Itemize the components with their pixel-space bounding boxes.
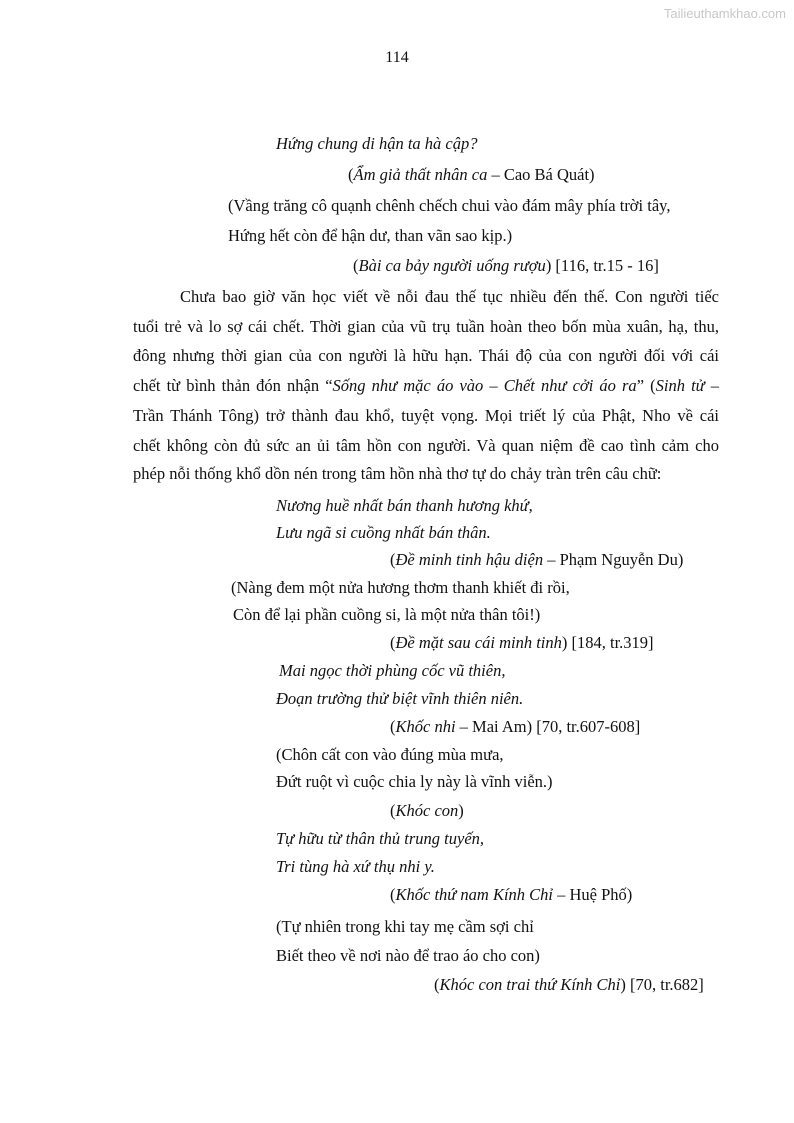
poem4-verse-1: Tự hữu từ thân thủ trung tuyến,: [276, 829, 485, 848]
poem1-verse: Hứng chung di hận ta hà cập?: [276, 134, 478, 153]
paragraph-line-4-b: ” (: [636, 376, 656, 395]
poem4-trans-ref: ) [70, tr.682]: [620, 975, 704, 994]
cited-work: Sinh tử: [655, 376, 705, 395]
page-number: 114: [385, 49, 409, 66]
poem3-translation-2: Đứt ruột vì cuộc chia ly này là vĩnh viễn.): [276, 772, 553, 791]
poem1-trans-ref: ) [116, tr.15 - 16]: [545, 256, 659, 275]
poem1-source-title: Ẩm giả thất nhân ca: [353, 165, 488, 184]
poem3-verse-1: Mai ngọc thời phùng cốc vũ thiên,: [279, 661, 506, 680]
poem4-verse-2: Tri tùng hà xứ thụ nhi y.: [276, 857, 435, 876]
poem1-translation-1: (Vầng trăng cô quạnh chênh chếch chui vào đám mây phía trời tây,: [228, 196, 671, 215]
poem4-translation-2: Biết theo về nơi nào để trao áo cho con): [276, 946, 540, 965]
poem4-source-title: Khốc thứ nam Kính Chỉ: [395, 885, 554, 904]
poem3-translation-source: (Khóc con): [390, 801, 464, 820]
poem4-trans-title: Khóc con trai thứ Kính Chỉ: [439, 975, 621, 994]
paragraph-line-2: tuổi trẻ và lo sợ cái chết. Thời gian của vũ trụ tuần hoàn theo bốn mùa xuân, hạ, thu,: [133, 317, 719, 336]
poem2-source-author: – Phạm Nguyễn Du): [543, 550, 684, 569]
paragraph-line-1: Chưa bao giờ văn học viết về nỗi đau thế tục nhiều đến thế. Con người tiếc: [180, 287, 719, 306]
paragraph-line-7: phép nỗi thống khổ dồn nén trong tâm hồn nhà thơ tự do chảy tràn trên câu chữ:: [133, 464, 662, 483]
paragraph-line-6: chết không còn đủ sức an ủi tâm hồn con người. Và quan niệm đề cao tình cảm cho: [133, 436, 719, 455]
poem2-source-title: Đề minh tinh hậu diện: [395, 550, 544, 569]
poem2-translation-2: Còn để lại phần cuồng si, là một nửa thân tôi!): [233, 605, 541, 624]
paragraph-line-4-c: –: [704, 376, 720, 395]
poem2-verse-2: Lưu ngã si cuồng nhất bán thân.: [276, 523, 491, 542]
poem2-translation-source: (Đề mặt sau cái minh tinh) [184, tr.319]: [390, 633, 654, 652]
poem3-source: (Khốc nhi – Mai Am) [70, tr.607-608]: [390, 717, 641, 736]
poem2-translation-1: (Nàng đem một nửa hương thơm thanh khiết đi rồi,: [231, 578, 570, 597]
paragraph-line-4-a: chết từ bình thản đón nhận “: [133, 376, 333, 395]
poem4-source-author: – Huệ Phố): [553, 885, 633, 904]
poem1-translation-2: Hứng hết còn để hận dư, than vãn sao kịp.): [228, 226, 513, 245]
poem2-trans-ref: ) [184, tr.319]: [561, 633, 654, 652]
watermark: Tailieuthamkhao.com: [663, 6, 786, 21]
paragraph-line-3: đông nhưng thời gian của con người là hữu hạn. Thái độ của con người đối với cái: [133, 346, 719, 365]
poem3-trans-ref: ): [458, 801, 464, 820]
poem3-source-title: Khốc nhi: [395, 717, 456, 736]
poem4-translation-1: (Tự nhiên trong khi tay mẹ cầm sợi chỉ: [276, 917, 534, 936]
poem3-translation-1: (Chôn cất con vào đúng mùa mưa,: [276, 745, 504, 764]
paragraph-line-4: [133, 376, 719, 396]
poem1-source: (Ẩm giả thất nhân ca – Cao Bá Quát): [348, 165, 595, 184]
quoted-phrase: Sống như mặc áo vào – Chết như cởi áo ra: [332, 376, 637, 395]
poem2-trans-title: Đề mặt sau cái minh tinh: [395, 633, 562, 652]
poem4-source: (Khốc thứ nam Kính Chỉ – Huệ Phố): [390, 885, 633, 904]
poem1-translation-source: (Bài ca bảy người uống rượu) [116, tr.15 - 16]: [353, 256, 659, 275]
paragraph-line-5: Trần Thánh Tông) trở thành đau khổ, tuyệt vọng. Mọi triết lý của Phật, Nho về cái: [133, 406, 719, 425]
poem4-translation-source: (Khóc con trai thứ Kính Chỉ) [70, tr.682]: [434, 975, 704, 994]
poem2-verse-1: Nương huề nhất bán thanh hương khứ,: [276, 496, 533, 515]
poem1-source-author: – Cao Bá Quát): [487, 165, 595, 184]
poem3-trans-title: Khóc con: [395, 801, 459, 820]
poem2-source: (Đề minh tinh hậu diện – Phạm Nguyễn Du): [390, 550, 684, 569]
poem1-trans-title: Bài ca bảy người uống rượu: [358, 256, 546, 275]
poem3-source-author: – Mai Am) [70, tr.607-608]: [455, 717, 641, 736]
body-paragraph: [133, 287, 719, 487]
poem3-verse-2: Đoạn trường thử biệt vĩnh thiên niên.: [276, 689, 524, 708]
